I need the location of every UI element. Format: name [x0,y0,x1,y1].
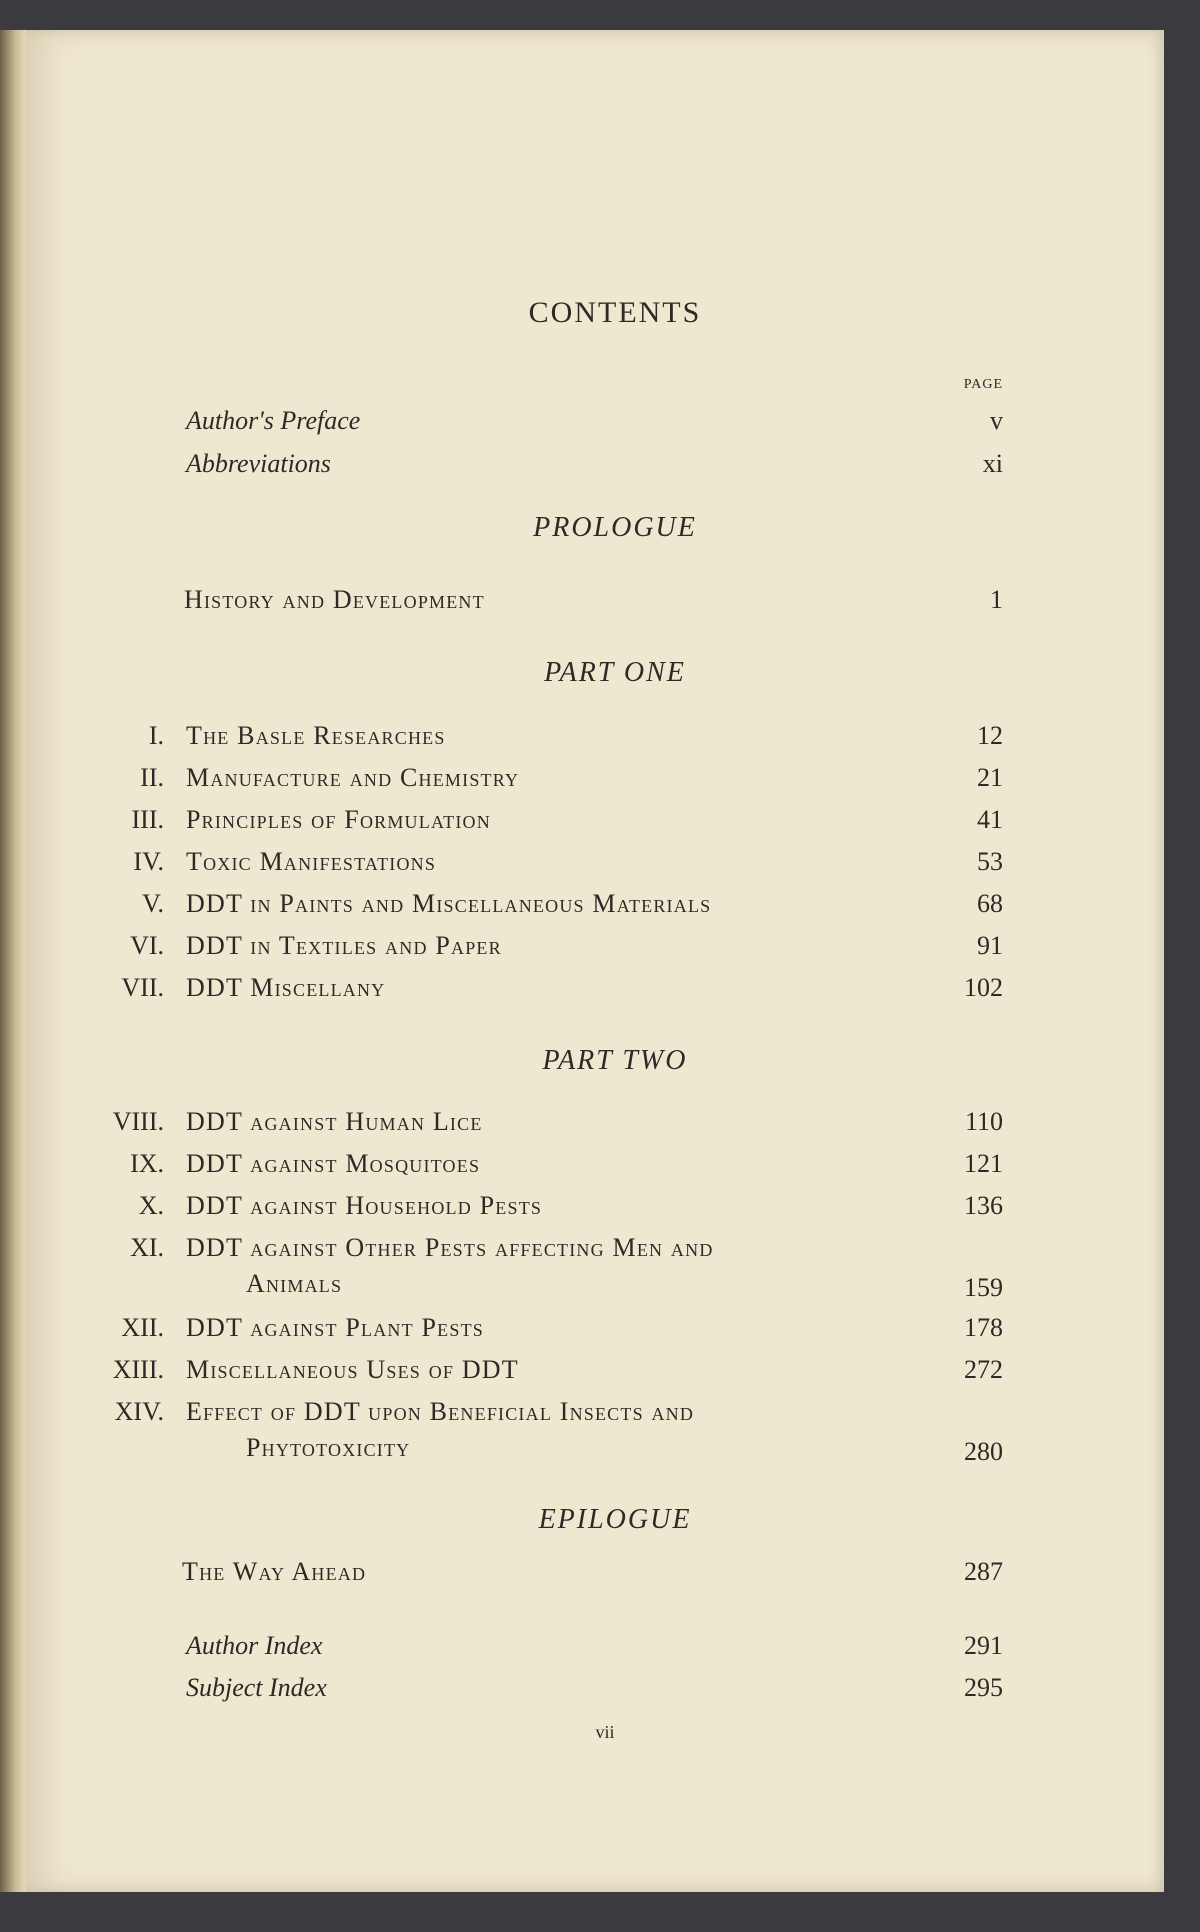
toc-entry-abbreviations[interactable] [26,446,1164,482]
toc-entry-page: 295 [964,1673,1003,1702]
toc-chapter-row[interactable] [26,1104,1164,1140]
section-heading-prologue: PROLOGUE [533,512,697,543]
toc-entry-title: Abbreviations [186,449,331,478]
chapter-number: X. [138,1191,164,1220]
chapter-title: Miscellaneous Uses of DDT [186,1355,519,1384]
chapter-page: 136 [964,1191,1003,1220]
chapter-page: 53 [977,847,1003,876]
toc-chapter-row[interactable] [26,718,1164,754]
chapter-title: The Basle Researches [186,721,446,750]
toc-chapter-row[interactable] [26,802,1164,838]
chapter-title: Manufacture and Chemistry [186,763,520,792]
toc-entry-way-ahead[interactable] [26,1554,1164,1590]
chapter-page: 110 [964,1107,1003,1136]
page-folio: vii [595,1722,615,1742]
toc-entry-title: Author Index [186,1631,323,1660]
toc-chapter-row[interactable] [26,1352,1164,1388]
chapter-title-continued: Phytotoxicity [246,1433,411,1462]
toc-chapter-row[interactable] [26,760,1164,796]
chapter-number: XII. [121,1313,164,1342]
toc-chapter-row[interactable] [26,1230,1164,1302]
chapter-title: DDT against Plant Pests [186,1313,484,1342]
section-heading-part-one: PART ONE [544,657,686,688]
toc-entry-page: xi [982,449,1003,478]
chapter-number: XIV. [114,1397,164,1426]
chapter-number: VII. [121,973,164,1002]
toc-entry-title: The Way Ahead [182,1557,367,1586]
toc-entry-page: 291 [964,1631,1003,1660]
page-title: CONTENTS [528,296,702,329]
toc-entry-subject-index[interactable] [26,1670,1164,1706]
chapter-number: XIII. [112,1355,164,1384]
toc-entry-title: History and Development [184,585,485,614]
chapter-page: 68 [977,889,1003,918]
chapter-number: VIII. [112,1107,164,1136]
chapter-page: 159 [964,1273,1003,1302]
page-column-header: PAGE [963,377,1003,392]
toc-chapter-row[interactable] [26,970,1164,1006]
book-spine [0,30,26,1892]
chapter-title: DDT in Textiles and Paper [186,931,502,960]
toc-chapter-row[interactable] [26,886,1164,922]
chapter-page: 41 [977,805,1003,834]
chapter-number: V. [142,889,164,918]
chapter-number: VI. [130,931,164,960]
chapter-title: DDT against Human Lice [186,1107,483,1136]
toc-chapter-row[interactable] [26,844,1164,880]
chapter-title: Toxic Manifestations [186,847,437,876]
chapter-title-continued: Animals [246,1269,343,1298]
contents-page [26,30,1164,1892]
section-heading-epilogue: EPILOGUE [538,1504,692,1535]
chapter-page: 21 [977,763,1003,792]
chapter-title: DDT against Other Pests affecting Men and [186,1233,714,1262]
chapter-page: 272 [964,1355,1003,1384]
toc-entry-history[interactable] [26,582,1164,618]
toc-entry-title: Author's Preface [186,406,361,435]
chapter-number: II. [140,763,164,792]
chapter-number: IV. [133,847,164,876]
toc-entry-page: v [990,406,1003,435]
chapter-page: 91 [977,931,1003,960]
chapter-title: DDT in Paints and Miscellaneous Materials [186,889,712,918]
chapter-number: III. [131,805,164,834]
chapter-page: 102 [964,973,1003,1002]
toc-chapter-row[interactable] [26,1146,1164,1182]
toc-entry-authors-preface[interactable] [26,403,1164,439]
toc-chapter-row[interactable] [26,1310,1164,1346]
chapter-title: DDT against Household Pests [186,1191,543,1220]
chapter-title: DDT Miscellany [186,973,386,1002]
section-heading-part-two: PART TWO [542,1045,688,1076]
chapter-page: 178 [964,1313,1003,1342]
chapter-page: 121 [964,1149,1003,1178]
chapter-number: XI. [130,1233,164,1262]
toc-entry-page: 287 [964,1557,1003,1586]
toc-entry-author-index[interactable] [26,1628,1164,1664]
chapter-title: DDT against Mosquitoes [186,1149,481,1178]
chapter-number: IX. [130,1149,164,1178]
chapter-page: 280 [964,1437,1003,1466]
toc-chapter-row[interactable] [26,1188,1164,1224]
chapter-title: Principles of Formulation [186,805,491,834]
chapter-number: I. [148,721,164,750]
toc-chapter-row[interactable] [26,1394,1164,1466]
chapter-page: 12 [977,721,1003,750]
toc-entry-page: 1 [990,585,1003,614]
toc-entry-title: Subject Index [186,1673,327,1702]
toc-chapter-row[interactable] [26,928,1164,964]
chapter-title: Effect of DDT upon Beneficial Insects and [186,1397,695,1426]
